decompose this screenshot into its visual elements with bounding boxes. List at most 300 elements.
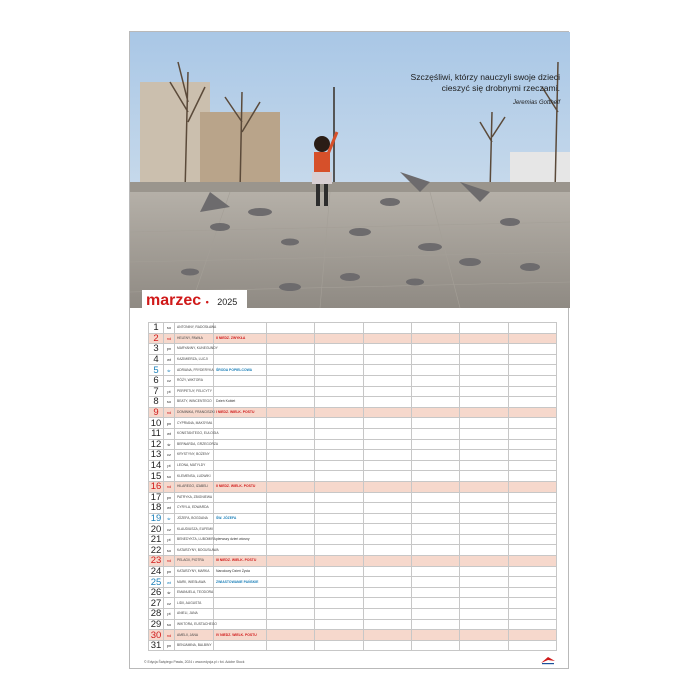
note-cell[interactable]	[411, 556, 459, 567]
note-cell[interactable]	[267, 577, 315, 588]
day-number-text: 11	[151, 428, 161, 440]
day-name-days-text: BERNARDA, GRZEGORZA	[177, 441, 219, 446]
day-number	[149, 344, 164, 355]
day-number-text: 1	[153, 322, 159, 334]
note-cell[interactable]	[411, 566, 459, 577]
note-cell[interactable]	[411, 492, 459, 503]
note-cell[interactable]	[411, 471, 459, 482]
note-cell[interactable]	[267, 407, 315, 418]
day-number-text: 13	[150, 449, 162, 461]
day-holiday-text: Narodowy Dzień Życia	[216, 568, 250, 573]
note-cell[interactable]	[267, 418, 315, 429]
note-cell[interactable]	[315, 439, 363, 450]
note-cell[interactable]	[508, 418, 556, 429]
quote-block	[411, 72, 560, 109]
note-cell[interactable]	[267, 450, 315, 461]
note-cell[interactable]	[460, 545, 508, 556]
day-holiday	[214, 513, 267, 524]
note-cell[interactable]	[315, 354, 363, 365]
note-cell[interactable]	[363, 640, 411, 651]
note-cell[interactable]	[411, 418, 459, 429]
note-cell[interactable]	[508, 524, 556, 535]
note-cell[interactable]	[508, 375, 556, 386]
note-cell[interactable]	[411, 481, 459, 492]
note-cell[interactable]	[267, 397, 315, 408]
note-cell[interactable]	[508, 354, 556, 365]
note-cell[interactable]	[460, 439, 508, 450]
note-cell[interactable]	[460, 481, 508, 492]
day-row	[149, 492, 557, 503]
day-weekday	[164, 354, 175, 365]
day-name-days-text: ANIELI, JANA	[177, 611, 198, 616]
day-grid	[148, 322, 557, 651]
day-number-text: 29	[150, 618, 162, 630]
note-cell[interactable]	[508, 513, 556, 524]
day-holiday	[214, 386, 267, 397]
note-cell[interactable]	[411, 460, 459, 471]
note-cell[interactable]	[267, 556, 315, 567]
day-row	[149, 407, 557, 418]
note-cell[interactable]	[508, 323, 556, 334]
day-name-days	[175, 545, 219, 556]
note-cell[interactable]	[267, 598, 315, 609]
day-name-days	[175, 503, 214, 514]
day-number	[149, 503, 164, 514]
note-cell[interactable]	[460, 577, 508, 588]
day-weekday-text: so	[166, 399, 172, 405]
day-row	[149, 481, 557, 492]
note-cell[interactable]	[315, 460, 363, 471]
note-cell[interactable]	[315, 386, 363, 397]
month-year: 2025	[217, 297, 238, 307]
day-name-days-text: WIKTORA, EUSTACHEGO	[177, 621, 217, 626]
note-cell[interactable]	[267, 513, 315, 524]
day-number-text: 4	[153, 354, 159, 366]
note-cell[interactable]	[460, 397, 508, 408]
note-cell[interactable]	[315, 598, 363, 609]
note-cell[interactable]	[363, 375, 411, 386]
day-weekday-text: wt	[167, 431, 171, 437]
note-cell[interactable]	[460, 471, 508, 482]
note-cell[interactable]	[411, 577, 459, 588]
day-row	[149, 609, 557, 620]
day-name-days-text: KONSTANTEGO, EULOGIA	[177, 431, 219, 436]
note-cell[interactable]	[363, 407, 411, 418]
note-cell[interactable]	[508, 598, 556, 609]
note-cell[interactable]	[267, 619, 315, 630]
note-cell[interactable]	[460, 566, 508, 577]
note-cell[interactable]	[363, 513, 411, 524]
note-cell[interactable]	[460, 556, 508, 567]
note-cell[interactable]	[508, 587, 556, 598]
note-cell[interactable]	[411, 333, 459, 344]
note-cell[interactable]	[315, 375, 363, 386]
note-cell[interactable]	[267, 365, 315, 376]
note-cell[interactable]	[363, 481, 411, 492]
note-cell[interactable]	[315, 577, 363, 588]
day-holiday	[214, 503, 267, 514]
note-cell[interactable]	[508, 556, 556, 567]
note-cell[interactable]	[411, 428, 459, 439]
day-name-days	[175, 619, 217, 630]
note-cell[interactable]	[411, 407, 459, 418]
note-cell[interactable]	[267, 587, 315, 598]
note-cell[interactable]	[508, 609, 556, 620]
note-cell[interactable]	[508, 577, 556, 588]
note-cell[interactable]	[508, 460, 556, 471]
note-cell[interactable]	[460, 630, 508, 641]
note-cell[interactable]	[315, 630, 363, 641]
day-number	[149, 566, 164, 577]
note-cell[interactable]	[315, 481, 363, 492]
day-weekday-text: śr	[167, 515, 171, 521]
day-row	[149, 450, 557, 461]
day-number-text: 18	[150, 502, 162, 514]
day-number	[149, 386, 164, 397]
day-weekday	[164, 513, 175, 524]
note-cell[interactable]	[363, 460, 411, 471]
note-cell[interactable]	[267, 534, 315, 545]
day-weekday	[164, 323, 175, 334]
day-row	[149, 545, 557, 556]
day-number	[149, 439, 164, 450]
note-cell[interactable]	[267, 323, 315, 334]
day-name-days-text: CYPRIANA, MAKSYMA	[177, 420, 213, 425]
day-number-text: 2	[153, 332, 159, 344]
note-cell[interactable]	[411, 397, 459, 408]
day-row	[149, 471, 557, 482]
note-cell[interactable]	[363, 418, 411, 429]
note-cell[interactable]	[508, 333, 556, 344]
day-row	[149, 428, 557, 439]
note-cell[interactable]	[460, 640, 508, 651]
day-name-days-text: KLEMENSA, LUDWIKI	[177, 473, 211, 478]
note-cell[interactable]	[267, 460, 315, 471]
note-cell[interactable]	[363, 534, 411, 545]
note-cell[interactable]	[363, 439, 411, 450]
day-number-text: 19	[150, 512, 162, 524]
day-holiday-text: III NIEDZ. WIELK. POSTU	[216, 558, 257, 563]
note-cell[interactable]	[508, 534, 556, 545]
note-cell[interactable]	[267, 640, 315, 651]
note-cell[interactable]	[411, 503, 459, 514]
note-cell[interactable]	[363, 630, 411, 641]
day-weekday-text: pt	[167, 388, 171, 394]
cover-photo	[130, 32, 570, 308]
day-weekday	[164, 524, 175, 535]
note-cell[interactable]	[267, 503, 315, 514]
day-weekday-text: cz	[167, 378, 171, 384]
day-name-days	[175, 598, 214, 609]
note-cell[interactable]	[411, 375, 459, 386]
note-cell[interactable]	[460, 619, 508, 630]
note-cell[interactable]	[363, 587, 411, 598]
day-holiday	[214, 587, 267, 598]
note-cell[interactable]	[267, 545, 315, 556]
note-cell[interactable]	[411, 524, 459, 535]
note-cell[interactable]	[460, 344, 508, 355]
day-name-days	[175, 450, 214, 461]
note-cell[interactable]	[508, 545, 556, 556]
note-cell[interactable]	[460, 407, 508, 418]
day-number-text: 31	[150, 640, 162, 652]
note-cell[interactable]	[508, 450, 556, 461]
note-cell[interactable]	[315, 492, 363, 503]
note-cell[interactable]	[315, 471, 363, 482]
day-name-days-text: KAZIMIERZA, LUCJI	[177, 357, 208, 362]
day-holiday-text: II NIEDZ. WIELK. POSTU	[216, 484, 256, 489]
day-weekday-text: so	[166, 473, 172, 479]
note-cell[interactable]	[267, 375, 315, 386]
day-holiday	[214, 460, 267, 471]
note-cell[interactable]	[460, 460, 508, 471]
day-row	[149, 640, 557, 651]
note-cell[interactable]	[315, 323, 363, 334]
day-row	[149, 534, 557, 545]
day-holiday-text: I NIEDZ. WIELK. POSTU	[216, 410, 255, 415]
note-cell[interactable]	[315, 556, 363, 567]
note-cell[interactable]	[460, 375, 508, 386]
note-cell[interactable]	[315, 428, 363, 439]
note-cell[interactable]	[508, 428, 556, 439]
note-cell[interactable]	[460, 609, 508, 620]
day-name-days	[175, 609, 214, 620]
note-cell[interactable]	[508, 386, 556, 397]
note-cell[interactable]	[363, 471, 411, 482]
note-cell[interactable]	[267, 471, 315, 482]
day-holiday	[214, 619, 267, 630]
note-cell[interactable]	[411, 439, 459, 450]
day-weekday	[164, 566, 175, 577]
note-cell[interactable]	[460, 386, 508, 397]
day-weekday	[164, 492, 175, 503]
day-weekday-text: pn	[166, 494, 172, 500]
note-cell[interactable]	[460, 418, 508, 429]
day-weekday	[164, 450, 175, 461]
note-cell[interactable]	[411, 598, 459, 609]
note-cell[interactable]	[363, 450, 411, 461]
day-name-days-text: AMELII, JANA	[177, 632, 199, 637]
note-cell[interactable]	[315, 609, 363, 620]
note-cell[interactable]	[460, 333, 508, 344]
note-cell[interactable]	[267, 524, 315, 535]
day-name-days-text: JÓZEFA, BOGDANA	[177, 515, 208, 520]
note-cell[interactable]	[508, 630, 556, 641]
note-cell[interactable]	[363, 556, 411, 567]
note-cell[interactable]	[267, 428, 315, 439]
note-cell[interactable]	[363, 365, 411, 376]
day-holiday	[214, 365, 267, 376]
note-cell[interactable]	[363, 503, 411, 514]
note-cell[interactable]	[411, 450, 459, 461]
note-cell[interactable]	[267, 439, 315, 450]
day-weekday-text: pt	[167, 611, 171, 617]
day-number-text: 20	[150, 523, 162, 535]
day-weekday	[164, 397, 175, 408]
day-holiday-text: ŚRODA POPIELCOWA	[216, 367, 253, 372]
note-cell[interactable]	[460, 534, 508, 545]
note-cell[interactable]	[363, 344, 411, 355]
note-cell[interactable]	[315, 365, 363, 376]
day-name-days-text: ADRIANA, FRYDERYKA	[177, 367, 214, 372]
note-cell[interactable]	[363, 598, 411, 609]
day-number	[149, 513, 164, 524]
note-cell[interactable]	[411, 513, 459, 524]
note-cell[interactable]	[315, 513, 363, 524]
note-cell[interactable]	[363, 619, 411, 630]
day-number	[149, 450, 164, 461]
day-name-days-text: BENJAMINA, BALBINY	[177, 643, 212, 648]
note-cell[interactable]	[460, 323, 508, 334]
note-cell[interactable]	[363, 397, 411, 408]
month-separator: •	[205, 297, 209, 307]
note-cell[interactable]	[315, 534, 363, 545]
note-cell[interactable]	[315, 545, 363, 556]
note-cell[interactable]	[267, 630, 315, 641]
note-cell[interactable]	[267, 481, 315, 492]
note-cell[interactable]	[411, 344, 459, 355]
note-cell[interactable]	[460, 503, 508, 514]
day-name-days	[175, 524, 214, 535]
day-number-text: 22	[150, 544, 162, 556]
note-cell[interactable]	[411, 386, 459, 397]
day-name-days	[175, 344, 218, 355]
day-holiday	[214, 577, 267, 588]
note-cell[interactable]	[508, 344, 556, 355]
day-name-days-text: PELAGII, PIOTRA	[177, 558, 204, 563]
day-name-days	[175, 640, 214, 651]
day-name-days-text: MARYANNY, KUNEGUNDY	[177, 346, 218, 351]
note-cell[interactable]	[411, 619, 459, 630]
note-cell[interactable]	[411, 354, 459, 365]
note-cell[interactable]	[315, 503, 363, 514]
note-cell[interactable]	[460, 524, 508, 535]
note-cell[interactable]	[411, 609, 459, 620]
note-cell[interactable]	[267, 609, 315, 620]
note-cell[interactable]	[460, 513, 508, 524]
day-row	[149, 365, 557, 376]
note-cell[interactable]	[267, 344, 315, 355]
note-cell[interactable]	[315, 418, 363, 429]
note-cell[interactable]	[363, 577, 411, 588]
note-cell[interactable]	[411, 323, 459, 334]
note-cell[interactable]	[411, 365, 459, 376]
day-name-days-text: DOMINIKA, FRANCISZKI	[177, 410, 215, 415]
day-weekday-text: wt	[167, 505, 171, 511]
day-weekday	[164, 428, 175, 439]
note-cell[interactable]	[363, 524, 411, 535]
day-number	[149, 481, 164, 492]
day-weekday-text: cz	[167, 600, 171, 606]
note-cell[interactable]	[363, 428, 411, 439]
day-number-text: 23	[150, 555, 162, 567]
note-cell[interactable]	[460, 492, 508, 503]
note-cell[interactable]	[315, 333, 363, 344]
day-weekday-text: cz	[167, 452, 171, 458]
note-cell[interactable]	[267, 566, 315, 577]
quote-author: Jeremias Gotthelf	[512, 100, 560, 106]
day-weekday	[164, 471, 175, 482]
note-cell[interactable]	[508, 566, 556, 577]
day-weekday	[164, 386, 175, 397]
note-cell[interactable]	[315, 397, 363, 408]
day-holiday	[214, 418, 267, 429]
note-cell[interactable]	[411, 630, 459, 641]
note-cell[interactable]	[363, 354, 411, 365]
note-cell[interactable]	[508, 503, 556, 514]
day-number-text: 24	[150, 565, 162, 577]
note-cell[interactable]	[508, 481, 556, 492]
note-cell[interactable]	[460, 450, 508, 461]
note-cell[interactable]	[363, 492, 411, 503]
note-cell[interactable]	[460, 365, 508, 376]
day-weekday	[164, 630, 175, 641]
day-name-days	[175, 587, 214, 598]
note-cell[interactable]	[315, 587, 363, 598]
month-title	[142, 290, 247, 312]
note-cell[interactable]	[363, 386, 411, 397]
note-cell[interactable]	[411, 534, 459, 545]
day-weekday	[164, 534, 175, 545]
note-cell[interactable]	[411, 545, 459, 556]
day-weekday	[164, 481, 175, 492]
note-cell[interactable]	[363, 323, 411, 334]
day-weekday-text: nd	[166, 632, 172, 638]
note-cell[interactable]	[363, 545, 411, 556]
note-cell[interactable]	[508, 619, 556, 630]
note-cell[interactable]	[508, 365, 556, 376]
note-cell[interactable]	[267, 492, 315, 503]
note-cell[interactable]	[460, 428, 508, 439]
day-number-text: 8	[153, 396, 159, 408]
note-cell[interactable]	[315, 566, 363, 577]
note-cell[interactable]	[508, 439, 556, 450]
note-cell[interactable]	[460, 587, 508, 598]
note-cell[interactable]	[267, 333, 315, 344]
note-cell[interactable]	[363, 333, 411, 344]
day-weekday-text: cz	[167, 526, 171, 532]
note-cell[interactable]	[460, 354, 508, 365]
day-name-days	[175, 323, 217, 334]
day-name-days	[175, 428, 219, 439]
note-cell[interactable]	[315, 450, 363, 461]
day-holiday-text: ŚW. JÓZEFA	[216, 515, 237, 520]
note-cell[interactable]	[508, 471, 556, 482]
day-name-days	[175, 630, 214, 641]
note-cell[interactable]	[315, 640, 363, 651]
note-cell[interactable]	[508, 492, 556, 503]
day-name-days-text: BEATY, WINCENTEGO	[177, 399, 212, 404]
note-cell[interactable]	[363, 566, 411, 577]
day-holiday	[214, 471, 267, 482]
note-cell[interactable]	[267, 386, 315, 397]
day-number	[149, 609, 164, 620]
note-cell[interactable]	[508, 397, 556, 408]
note-cell[interactable]	[267, 354, 315, 365]
note-cell[interactable]	[411, 587, 459, 598]
day-weekday-text: pn	[166, 346, 172, 352]
note-cell[interactable]	[315, 407, 363, 418]
note-cell[interactable]	[508, 640, 556, 651]
note-cell[interactable]	[508, 407, 556, 418]
note-cell[interactable]	[363, 609, 411, 620]
note-cell[interactable]	[315, 524, 363, 535]
day-holiday	[214, 534, 267, 545]
note-cell[interactable]	[315, 619, 363, 630]
note-cell[interactable]	[315, 344, 363, 355]
note-cell[interactable]	[411, 640, 459, 651]
note-cell[interactable]	[460, 598, 508, 609]
